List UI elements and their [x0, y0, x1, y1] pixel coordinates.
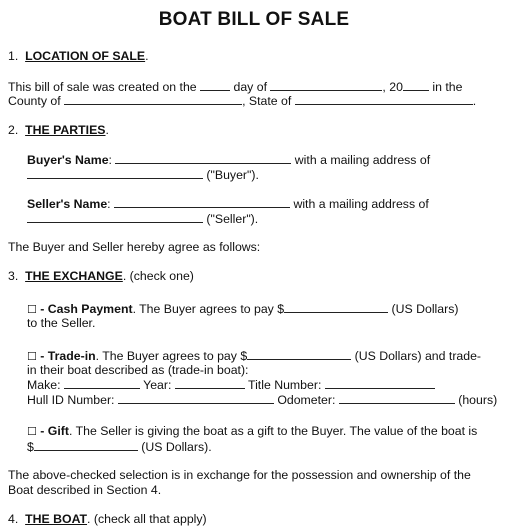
state-field[interactable]	[295, 93, 473, 105]
day-field[interactable]	[200, 79, 230, 91]
year-field[interactable]	[403, 79, 429, 91]
trade-line-1	[27, 348, 481, 364]
document-title: BOAT BILL OF SALE	[158, 9, 350, 30]
trade-amount-field[interactable]	[247, 348, 351, 360]
trade-line-4	[27, 392, 497, 407]
trade-line-3	[27, 377, 435, 392]
heading-suffix: . (check one)	[122, 269, 194, 283]
title-number-label: Title Number:	[248, 378, 322, 392]
sale-date-line	[8, 79, 462, 94]
make-field[interactable]	[64, 377, 140, 389]
text: , State of	[242, 94, 292, 108]
seller-address-field[interactable]	[27, 211, 203, 223]
cash-label: - Cash Payment	[36, 302, 133, 316]
text: (US Dollars) and trade-	[354, 349, 482, 363]
text: with a mailing address of	[294, 153, 431, 167]
section-number: 1.	[8, 49, 19, 63]
text: day of	[233, 80, 267, 94]
text: . The Seller is giving the boat as a gift to the Buyer. The value of the boat is	[68, 424, 478, 438]
odometer-field[interactable]	[339, 392, 455, 404]
section-number: 2.	[8, 123, 19, 137]
buyer-line-2	[27, 167, 259, 182]
odometer-label: Odometer:	[277, 393, 336, 407]
text: . The Buyer agrees to pay $	[132, 302, 285, 316]
text: .	[472, 94, 477, 108]
text: ("Buyer").	[206, 168, 259, 182]
buyer-name-field[interactable]	[115, 152, 291, 164]
checkbox-icon[interactable]: ☐	[27, 425, 37, 438]
section-title: THE PARTIES	[25, 123, 106, 137]
text: (US Dollars).	[141, 440, 212, 454]
section-3-heading	[8, 269, 194, 283]
title-number-field[interactable]	[325, 377, 435, 389]
trade-year-field[interactable]	[175, 377, 245, 389]
text: (hours)	[458, 393, 498, 407]
section-number: 4.	[8, 512, 19, 526]
heading-suffix: .	[105, 123, 109, 137]
text: ("Seller").	[206, 212, 259, 226]
month-field[interactable]	[270, 79, 382, 91]
heading-suffix: .	[145, 49, 149, 63]
text: $	[27, 440, 34, 454]
cash-amount-field[interactable]	[284, 301, 388, 313]
gift-value-field[interactable]	[34, 439, 138, 451]
buyer-line-1	[27, 152, 430, 167]
gift-line-1	[27, 424, 477, 439]
text: County of	[8, 94, 61, 108]
text: (US Dollars)	[391, 302, 459, 316]
gift-line-2	[27, 439, 212, 454]
text: :	[107, 197, 111, 211]
section-4-heading	[8, 512, 207, 526]
exchange-line-2: Boat described in Section 4.	[8, 483, 162, 497]
text: in the	[432, 80, 463, 94]
sale-location-line	[8, 93, 476, 108]
buyer-address-field[interactable]	[27, 167, 203, 179]
text: This bill of sale was created on the	[8, 80, 197, 94]
text: with a mailing address of	[293, 197, 429, 211]
exchange-line-1: The above-checked selection is in exchange for the possession and ownership of the	[8, 468, 471, 482]
text: , 20	[382, 80, 403, 94]
cash-line-1	[27, 301, 458, 317]
seller-line-2	[27, 211, 258, 226]
checkbox-icon[interactable]: ☐	[27, 350, 37, 363]
seller-label: Seller's Name	[27, 197, 108, 211]
make-label: Make:	[27, 378, 61, 392]
checkbox-icon[interactable]: ☐	[27, 303, 37, 316]
text: :	[108, 153, 112, 167]
section-title: LOCATION OF SALE	[25, 49, 146, 63]
heading-suffix: . (check all that apply)	[87, 512, 207, 526]
trade-label: - Trade-in	[36, 349, 96, 363]
text: . The Buyer agrees to pay $	[95, 349, 248, 363]
section-2-heading	[8, 123, 109, 137]
section-title: THE BOAT	[25, 512, 88, 526]
seller-name-field[interactable]	[114, 196, 290, 208]
year-label: Year:	[143, 378, 172, 392]
seller-line-1	[27, 196, 429, 211]
section-title: THE EXCHANGE	[25, 269, 123, 283]
buyer-label: Buyer's Name	[27, 153, 109, 167]
hull-label: Hull ID Number:	[27, 393, 115, 407]
county-field[interactable]	[64, 93, 242, 105]
hull-id-field[interactable]	[118, 392, 274, 404]
agreement-text: The Buyer and Seller hereby agree as follows:	[8, 240, 261, 254]
gift-label: - Gift	[36, 424, 69, 438]
section-1-heading	[8, 49, 149, 63]
section-number: 3.	[8, 269, 19, 283]
trade-line-2: in their boat described as (trade-in boat):	[27, 363, 249, 377]
cash-line-2: to the Seller.	[27, 316, 96, 330]
